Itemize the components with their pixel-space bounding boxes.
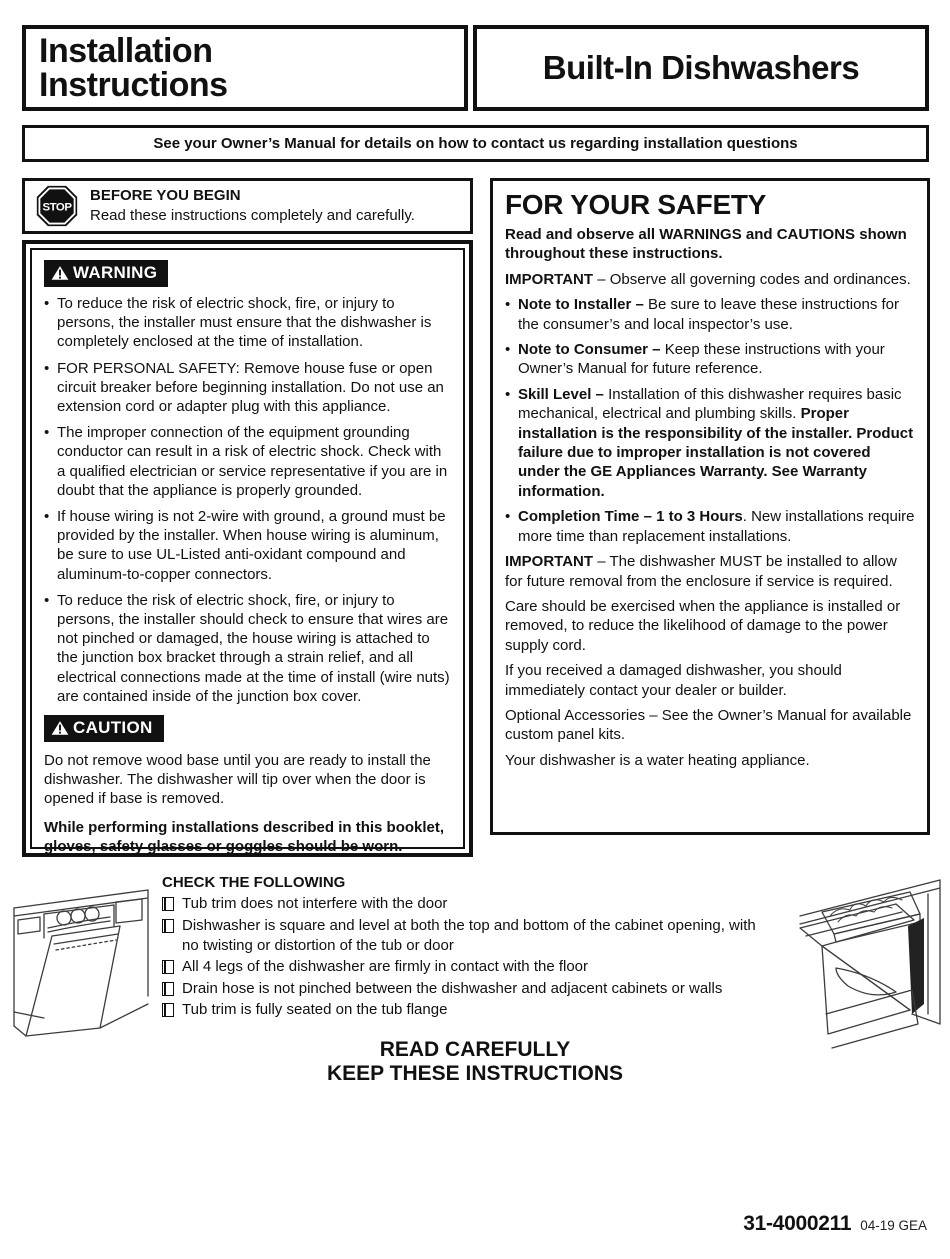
closing-line1: READ CAREFULLY xyxy=(379,1038,571,1061)
safety-paragraph: If you received a damaged dishwasher, you should immediately contact your dealer or builder. xyxy=(505,662,842,699)
safety-paragraph: Your dishwasher is a water heating appliance. xyxy=(505,751,810,769)
checkbox-icon xyxy=(162,1003,174,1017)
checklist-item xyxy=(162,979,774,999)
caution-badge xyxy=(44,715,164,742)
warning-bullet: • FOR PERSONAL SAFETY: Remove house fuse or open circuit breaker before beginning installation. Do not use an extension cord or adapter plug with this appliance. xyxy=(44,359,451,417)
warning-bullet: • The improper connection of the equipment grounding conductor can result in a risk of electric shock. Check with a qualified electrician or service representative if you are in doubt that the appliance is properly grounded. xyxy=(44,423,451,500)
closing-statement xyxy=(0,1038,950,1086)
dishwasher-open-door-illustration-right xyxy=(792,864,948,1054)
closing-line2: KEEP THESE INSTRUCTIONS xyxy=(327,1062,623,1085)
stop-sign-icon xyxy=(35,184,79,228)
revision-code: 04-19 GEA xyxy=(860,1218,927,1233)
product-title: Built-In Dishwashers xyxy=(542,49,860,86)
ppe-text: While performing installations described in this booklet, gloves, safety glasses or goggles should be worn. xyxy=(44,818,445,855)
warning-bullet: • To reduce the risk of electric shock, fire, or injury to persons, the installer should check to ensure that wires are not pinched or damaged, the house wiring is attached to the junction box bracket through a strain relief, and all electrical connections made at the time of install (wire nuts) are contained inside of the junction box cover. xyxy=(44,591,451,706)
warning-bullet: • To reduce the risk of electric shock, fire, or injury to persons, the installer must ensure that the dishwasher is completely enclosed at the time of installation. xyxy=(44,294,451,352)
caution-badge-label: CAUTION xyxy=(73,718,153,738)
caution-text: Do not remove wood base until you are ready to install the dishwasher. The dishwasher will tip over when the door is opened if base is removed. xyxy=(44,752,431,808)
before-you-begin-heading: BEFORE YOU BEGIN xyxy=(90,187,241,204)
document-footer xyxy=(743,1212,927,1236)
checklist-heading: CHECK THE FOLLOWING xyxy=(162,874,346,891)
checkbox-icon xyxy=(162,960,174,974)
safety-bullet: • Note to Installer – Be sure to leave these instructions for the consumer’s and local inspector’s use. xyxy=(505,295,915,334)
safety-bullet: • Note to Consumer – Keep these instructions with your Owner’s Manual for future reference. xyxy=(505,340,915,379)
warning-triangle-icon xyxy=(51,720,69,736)
part-number: 31-4000211 xyxy=(743,1212,852,1235)
checklist-item xyxy=(162,894,774,914)
contact-banner xyxy=(22,125,929,162)
warning-badge-label: WARNING xyxy=(73,263,158,282)
safety-title: FOR YOUR SAFETY xyxy=(505,189,767,220)
warning-badge xyxy=(44,260,168,287)
checklist-item xyxy=(162,1000,774,1020)
safety-bullet: • Skill Level – Installation of this dishwasher requires basic mechanical, electrical and plumbing skills. Proper installation is the responsibility of the installer. Product failure due to improper installation is not covered under the GE Appliances Warranty. See Warranty information. xyxy=(505,385,915,501)
checkbox-icon xyxy=(162,982,174,996)
safety-paragraph: IMPORTANT – The dishwasher MUST be installed to allow for future removal from the enclosure if service is required. xyxy=(505,553,897,590)
checklist-item-text: Dishwasher is square and level at both the top and bottom of the cabinet opening, with no twisting or distortion of the tub or door xyxy=(182,916,756,954)
document-title-line2: Instructions xyxy=(39,66,228,104)
document-title-box xyxy=(22,25,468,111)
safety-paragraph: Care should be exercised when the appliance is installed or removed, to reduce the likelihood of damage to the power supply cord. xyxy=(505,597,901,654)
checklist-item xyxy=(162,916,774,956)
checklist-item-text: Tub trim is fully seated on the tub flange xyxy=(182,1001,448,1018)
before-you-begin-body: Read these instructions completely and carefully. xyxy=(90,207,415,224)
for-your-safety-box xyxy=(490,178,930,835)
safety-paragraph: IMPORTANT – Observe all governing codes and ordinances. xyxy=(505,270,911,288)
safety-bullet: • Completion Time – 1 to 3 Hours. New installations require more time than replacement installations. xyxy=(505,507,915,546)
warning-triangle-icon xyxy=(51,265,69,281)
warning-bullet: • If house wiring is not 2-wire with ground, a ground must be provided by the installer. When house wiring is aluminum, be sure to use UL-Listed anti-oxidant compound and aluminum-to-copper connectors. xyxy=(44,507,451,584)
safety-paragraph: Read and observe all WARNINGS and CAUTIONS shown throughout these instructions. xyxy=(505,226,907,263)
check-the-following-section xyxy=(162,874,810,1022)
before-you-begin-box xyxy=(22,178,473,234)
checklist-item-text: Drain hose is not pinched between the dishwasher and adjacent cabinets or walls xyxy=(182,979,723,997)
checkbox-icon xyxy=(162,919,174,933)
dishwasher-open-door-illustration-left xyxy=(4,876,158,1050)
contact-banner-text: See your Owner’s Manual for details on how to contact us regarding installation questions xyxy=(153,135,798,152)
product-title-box xyxy=(473,25,929,111)
stop-sign-label: STOP xyxy=(42,201,72,214)
checklist-item-text: Tub trim does not interfere with the door xyxy=(182,895,448,912)
document-title-line1: Installation xyxy=(39,32,213,70)
warning-caution-box xyxy=(22,240,473,857)
safety-paragraph: Optional Accessories – See the Owner’s Manual for available custom panel kits. xyxy=(505,706,912,744)
checklist-item xyxy=(162,957,774,977)
checkbox-icon xyxy=(162,897,174,911)
checklist-item-text: All 4 legs of the dishwasher are firmly in contact with the floor xyxy=(182,958,589,975)
